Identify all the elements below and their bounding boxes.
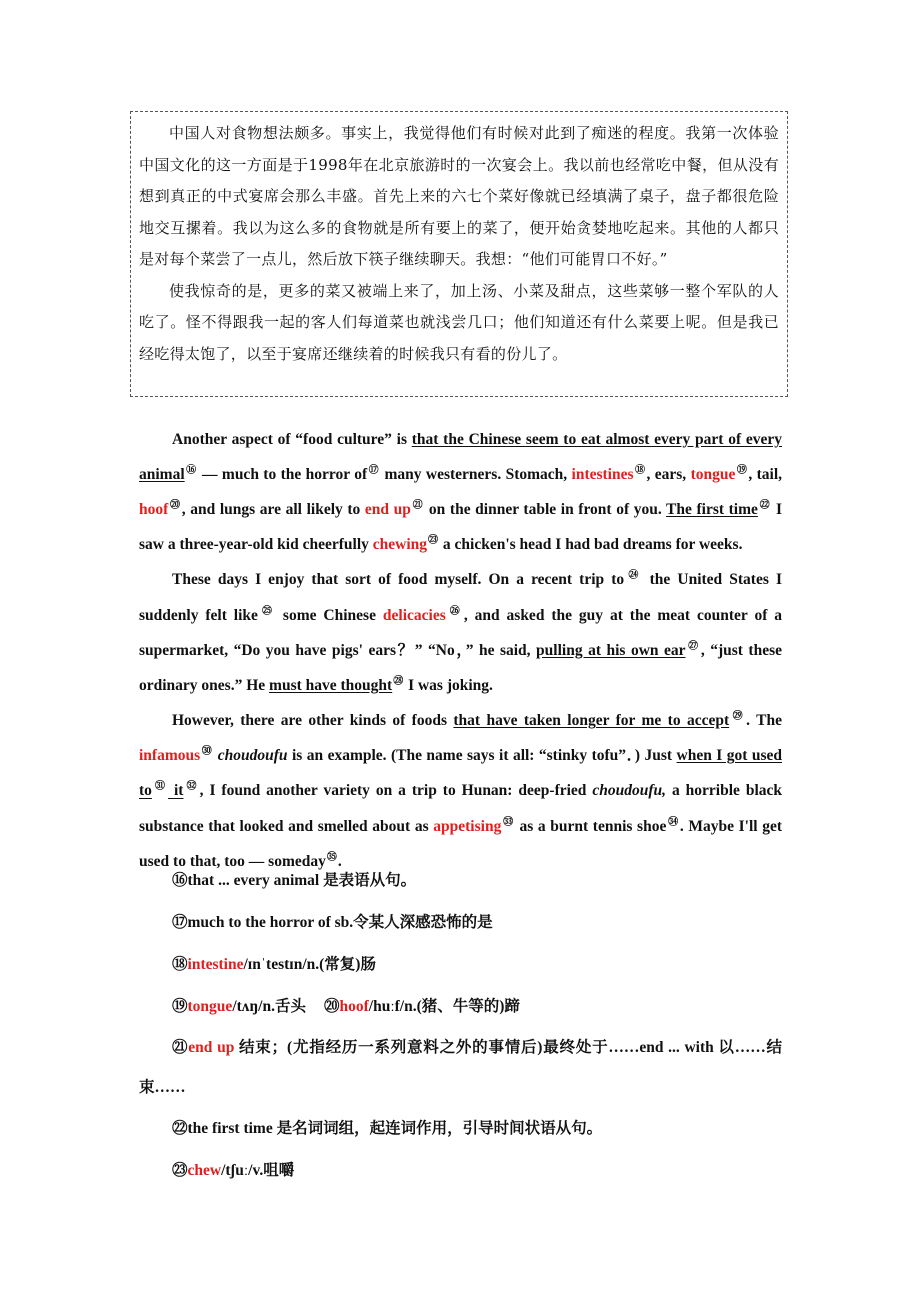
note-marker: ㉝ [502,816,514,828]
note-text: much to the horror of sb.令某人深感恐怖的是 [187,914,493,931]
underlined-phrase: when I got used to [139,747,783,800]
italic-term: choudoufu, [592,782,667,800]
note-marker: ㉚ [201,746,213,758]
note-number: ㉑ [172,1039,189,1056]
chinese-translation-box [130,111,788,397]
text-run: I saw a three-year-old kid cheerfully [139,501,782,554]
italic-term: choudoufu [217,747,288,765]
note-marker: ⑱ [634,465,646,476]
text-run: a horrible black substance that looked and smelled about as [139,782,783,835]
note-marker: ㉞ [667,816,679,828]
note-marker: ㉒ [758,500,771,512]
note-marker: ㉟ [326,851,337,863]
text-run: , “just these ordinary ones.” He [139,641,782,695]
note-18 [139,944,782,986]
note-text: /ɪnˈtestɪn/n.(常复)肠 [243,956,376,973]
note-marker: ㉛ [152,781,168,793]
vocab-word: chewing [372,536,428,554]
text-run: , and lungs are all likely to [181,501,365,519]
note-16 [139,860,782,902]
note-number: ⑯ [172,872,188,889]
underlined-phrase: that the Chinese seem to eat almost every part of every animal [139,431,783,484]
note-marker: ㉜ [184,781,199,793]
note-marker: ㉔ [625,570,642,582]
note-marker: ㉘ [393,675,404,687]
note-marker: ㉓ [428,535,439,547]
vocab-word: tongue [690,466,736,484]
note-number: ⑰ [172,914,188,931]
note-text: /tʃuː/v.咀嚼 [221,1162,295,1179]
note-text: that ... every animal 是表语从句。 [187,872,417,889]
note-marker: ㉗ [686,640,700,652]
note-word: tongue [187,998,233,1015]
note-text: the first time 是名词词组，起连词作用，引导时间状语从句。 [187,1120,603,1137]
note-marker: ㉙ [730,711,746,723]
note-number: ㉒ [172,1120,188,1137]
note-word: intestine [187,956,244,973]
note-marker: ⑳ [169,500,181,512]
underlined-phrase: it [168,782,184,800]
article-paragraph-3 [139,701,782,877]
underlined-phrase: pulling at his own ear [536,641,686,659]
note-word: hoof [339,998,369,1015]
note-word: chew [187,1162,222,1179]
note-number: ⑱ [172,956,188,973]
note-marker: ⑯ [185,465,197,476]
underlined-phrase: that have taken longer for me to accept [453,712,730,730]
text-run: many westerners. Stomach, [380,466,572,484]
vocab-word: hoof [139,501,169,519]
vocab-word: infamous [139,747,201,765]
note-number: ㉓ [172,1162,188,1179]
text-run: , and asked the guy at the meat counter of a supermarket, “Do you have pigs' ears？” “No，” he said, [139,606,783,659]
text-run: . [337,852,342,870]
article-paragraph-1 [139,424,782,560]
article-paragraph-2 [139,560,782,701]
text-run: is an example. (The name says it all: “stinky tofu”．) Just [287,747,677,765]
note-number: ⑳ [323,998,340,1015]
text-run: , ears, [646,466,691,484]
note-text: /huːf/n.(猪、牛等的)蹄 [368,998,520,1015]
note-17 [139,902,782,944]
underlined-phrase: The first time [666,501,758,519]
note-19-20 [139,986,782,1028]
underlined-phrase: must have thought [269,677,393,695]
text-run: These days I enjoy that sort of food myself. On a recent trip to [172,571,625,589]
note-word: end up [188,1039,235,1056]
note-marker: ㉑ [411,500,424,512]
vocab-word: intestines [571,466,634,484]
vocabulary-notes [139,860,782,1192]
translation-paragraph-1: 中国人对食物想法颇多。事实上，我觉得他们有时候对此到了痴迷的程度。我第一次体验中国文化的这一方面是于1998年在北京旅游时的一次宴会上。我以前也经常吃中餐，但从没有想到真正的中式宴席会那么丰盛。首先上来的六七个菜好像就已经填满了桌子，盘子都很危险地交互摞着。我以为这么多的食物就是所有要上的菜了，便开始贪婪地吃起来。其他的人都只是对每个菜尝了一点儿，然后放下筷子继续聊天。我想：“他们可能胃口不好。” [139,124,779,268]
vocab-word: delicacies [382,606,446,624]
note-marker: ⑲ [736,465,748,476]
note-22 [139,1108,782,1150]
text-run: I was joking. [404,677,493,695]
text-run: , tail, [748,466,783,484]
note-23 [139,1150,782,1192]
text-run: . Maybe I'll get used to that, too — someday [139,817,783,870]
text-run: . The [746,712,782,730]
text-run: Another aspect of “food culture” is [172,431,412,448]
note-text: 结束；(尤指经历一系列意料之外的事情后)最终处于……end ... with 以……结束…… [139,1039,782,1096]
text-run: as a burnt tennis shoe [514,817,667,835]
text-run: some Chinese [276,606,383,624]
note-21 [139,1028,782,1108]
note-marker: ㉖ [446,605,463,617]
text-run: , I found another variety on a trip to Hunan: deep-fried [199,782,593,800]
text-run: However, there are other kinds of foods [172,712,454,730]
vocab-word: end up [364,501,411,519]
note-marker: ⑰ [368,465,380,476]
note-marker: ㉕ [258,605,276,617]
translation-paragraph-2: 使我惊奇的是，更多的菜又被端上来了，加上汤、小菜及甜点，这些菜够一整个军队的人吃了。怪不得跟我一起的客人们每道菜也就浅尝几口；他们知道还有什么菜要上呢。但是我已经吃得太饱了，以至于宴席还继续着的时候我只有看的份儿了。 [139,281,779,363]
note-text: /tʌŋ/n.舌头 [232,998,306,1015]
english-article [139,424,782,877]
text-run: the United States I suddenly felt like [139,571,782,624]
text-run: on the dinner table in front of you. [424,501,667,519]
text-run: a chicken's head I had bad dreams for weeks. [439,536,743,554]
vocab-word: appetising [433,817,502,835]
text-run: — much to the horror of [197,466,368,484]
note-number: ⑲ [172,998,188,1015]
